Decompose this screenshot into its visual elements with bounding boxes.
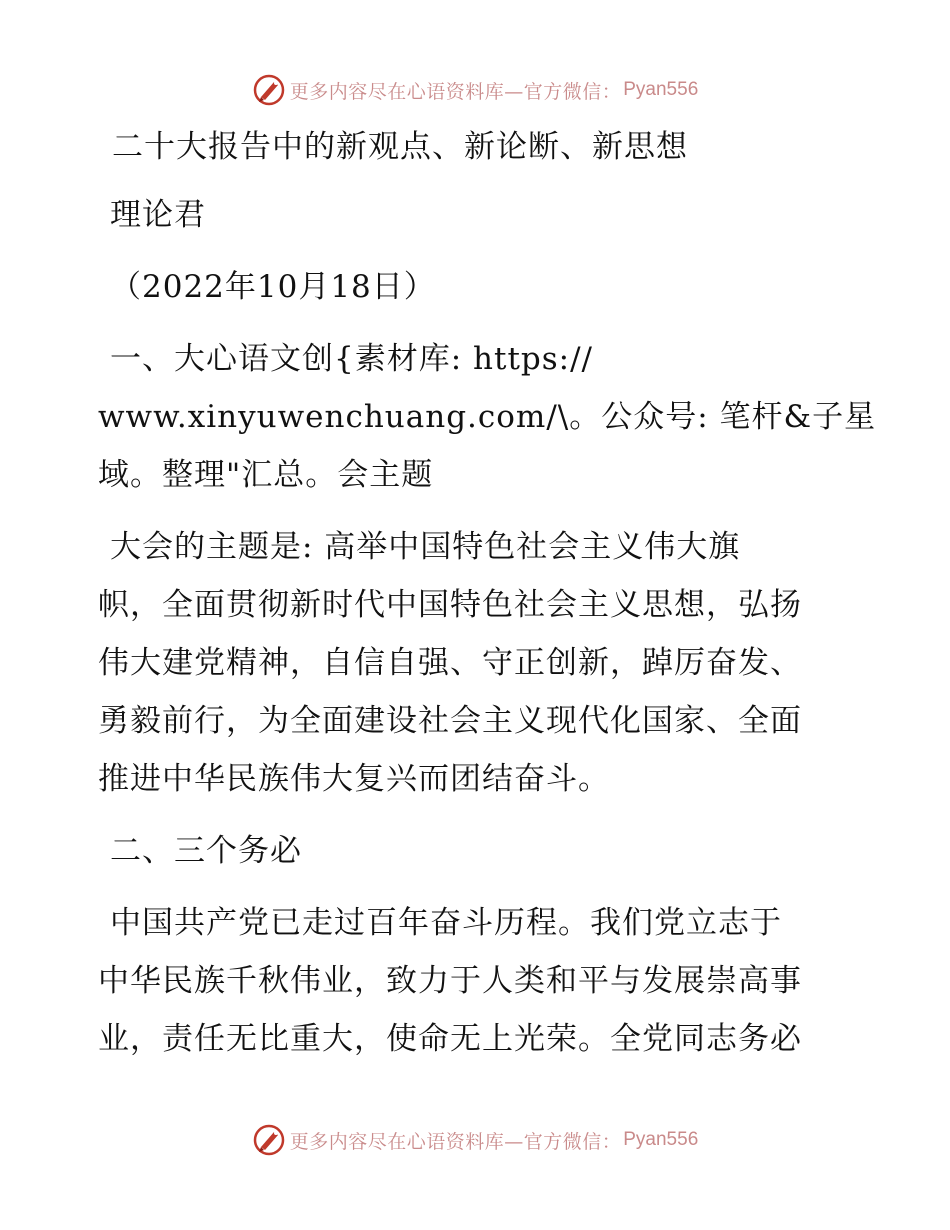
section-1-line: www.xinyuwenchuang.com/\。公众号: 笔杆&子星 — [98, 399, 877, 435]
paragraph-line: 中华民族千秋伟业，致力于人类和平与发展崇高事 — [98, 963, 802, 999]
paragraph-line: 大会的主题是: 高举中国特色社会主义伟大旗 — [110, 529, 741, 565]
section-2-heading: 二、三个务必 — [110, 833, 302, 869]
document-author: 理论君 — [110, 197, 206, 233]
pen-logo-icon — [252, 1123, 286, 1157]
paragraph-line: 勇毅前行，为全面建设社会主义现代化国家、全面 — [98, 703, 802, 739]
paragraph-theme — [98, 518, 858, 808]
paragraph-line: 伟大建党精神，自信自强、守正创新，踔厉奋发、 — [98, 645, 802, 681]
document-body — [98, 118, 877, 1068]
watermark-text: 更多内容尽在心语资料库—官方微信： — [289, 1130, 622, 1153]
section-1-line: 域。整理"汇总。会主题 — [98, 457, 434, 493]
paragraph-line: 中国共产党已走过百年奋斗历程。我们党立志于 — [110, 905, 782, 941]
paragraph-line: 业，责任无比重大，使命无上光荣。全党同志务必 — [98, 1021, 802, 1057]
section-1-line: 一、大心语文创{素材库: https:// — [110, 341, 593, 377]
watermark-text: 更多内容尽在心语资料库—官方微信： — [289, 80, 622, 103]
section-1 — [98, 330, 877, 504]
watermark-banner-top — [0, 70, 950, 110]
pen-logo-icon — [252, 73, 286, 107]
watermark-banner-bottom — [0, 1120, 950, 1160]
document-date: （2022年10月18日） — [110, 269, 436, 305]
paragraph-line: 推进中华民族伟大复兴而团结奋斗。 — [98, 761, 610, 797]
watermark-account: Pyan556 — [623, 1129, 699, 1150]
paragraph-line: 帜，全面贯彻新时代中国特色社会主义思想，弘扬 — [98, 587, 802, 623]
watermark-account: Pyan556 — [623, 79, 699, 100]
paragraph-three-musts — [98, 894, 858, 1068]
document-title: 二十大报告中的新观点、新论断、新思想 — [112, 129, 688, 165]
